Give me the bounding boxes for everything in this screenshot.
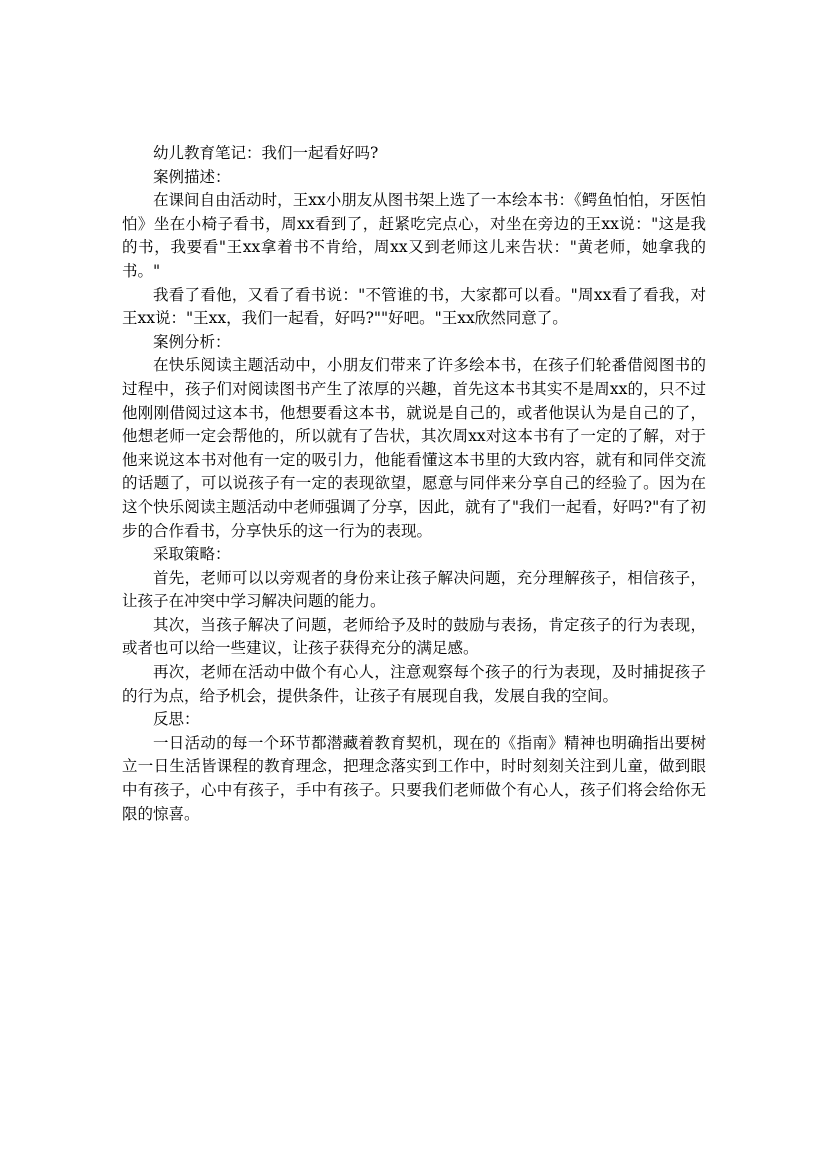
document-body	[122, 142, 706, 826]
document-title: 幼儿教育笔记：我们一起看好吗?	[153, 144, 379, 162]
section-heading-strategy: 采取策略：	[153, 545, 231, 564]
paragraph-reflection: 一日活动的每一个环节都潜藏着教育契机，现在的《指南》精神也明确指出要树立一日生活皆课程的教育理念，把理念落实到工作中，时时刻刻关注到儿童，做到眼中有孩子，心中有孩子，手中有孩子。只要我们老师做个有心人，孩子们将会给你无限的惊喜。	[122, 733, 706, 823]
section-heading-reflection: 反思：	[153, 710, 200, 729]
paragraph-case-description-1: 在课间自由活动时，王xx小朋友从图书架上选了一本绘本书：《鳄鱼怕怕，牙医怕怕》坐在小椅子看书，周xx看到了，赶紧吃完点心，对坐在旁边的王xx说："这是我的书，我要看"王xx拿着书不肯给，周xx又到老师这儿来告状："黄老师，她拿我的书。"	[122, 191, 706, 280]
section-heading-case-description: 案例描述：	[153, 167, 231, 186]
paragraph-case-analysis: 在快乐阅读主题活动中，小朋友们带来了许多绘本书，在孩子们轮番借阅图书的过程中，孩子们对阅读图书产生了浓厚的兴趣，首先这本书其实不是周xx的，只不过他刚刚借阅过这本书，他想要看这本书，就说是自己的，或者他误认为是自己的了，他想老师一定会帮他的，所以就有了告状，其次周xx对这本书有了一定的了解，对于他来说这本书对他有一定的吸引力，他能看懂这本书里的大致内容，就有和同伴交流的话题了，可以说孩子有一定的表现欲望，愿意与同伴来分享自己的经验了。因为在这个快乐阅读主题活动中老师强调了分享，因此，就有了"我们一起看，好吗?"有了初步的合作看书，分享快乐的这一行为的表现。	[122, 356, 706, 540]
paragraph-strategy-third: 再次，老师在活动中做个有心人，注意观察每个孩子的行为表现，及时捕捉孩子的行为点，给予机会，提供条件，让孩子有展现自我，发展自我的空间。	[122, 663, 706, 705]
paragraph-strategy-first: 首先，老师可以以旁观者的身份来让孩子解决问题，充分理解孩子，相信孩子，让孩子在冲突中学习解决问题的能力。	[122, 568, 706, 611]
section-heading-case-analysis: 案例分析：	[153, 332, 231, 351]
paragraph-strategy-second: 其次，当孩子解决了问题，老师给予及时的鼓励与表扬，肯定孩子的行为表现，或者也可以给一些建议，让孩子获得充分的满足感。	[122, 615, 706, 658]
paragraph-case-description-2: 我看了看他，又看了看书说："不管谁的书，大家都可以看。"周xx看了看我，对王xx说："王xx，我们一起看，好吗?""好吧。"王xx欣然同意了。	[122, 285, 706, 328]
